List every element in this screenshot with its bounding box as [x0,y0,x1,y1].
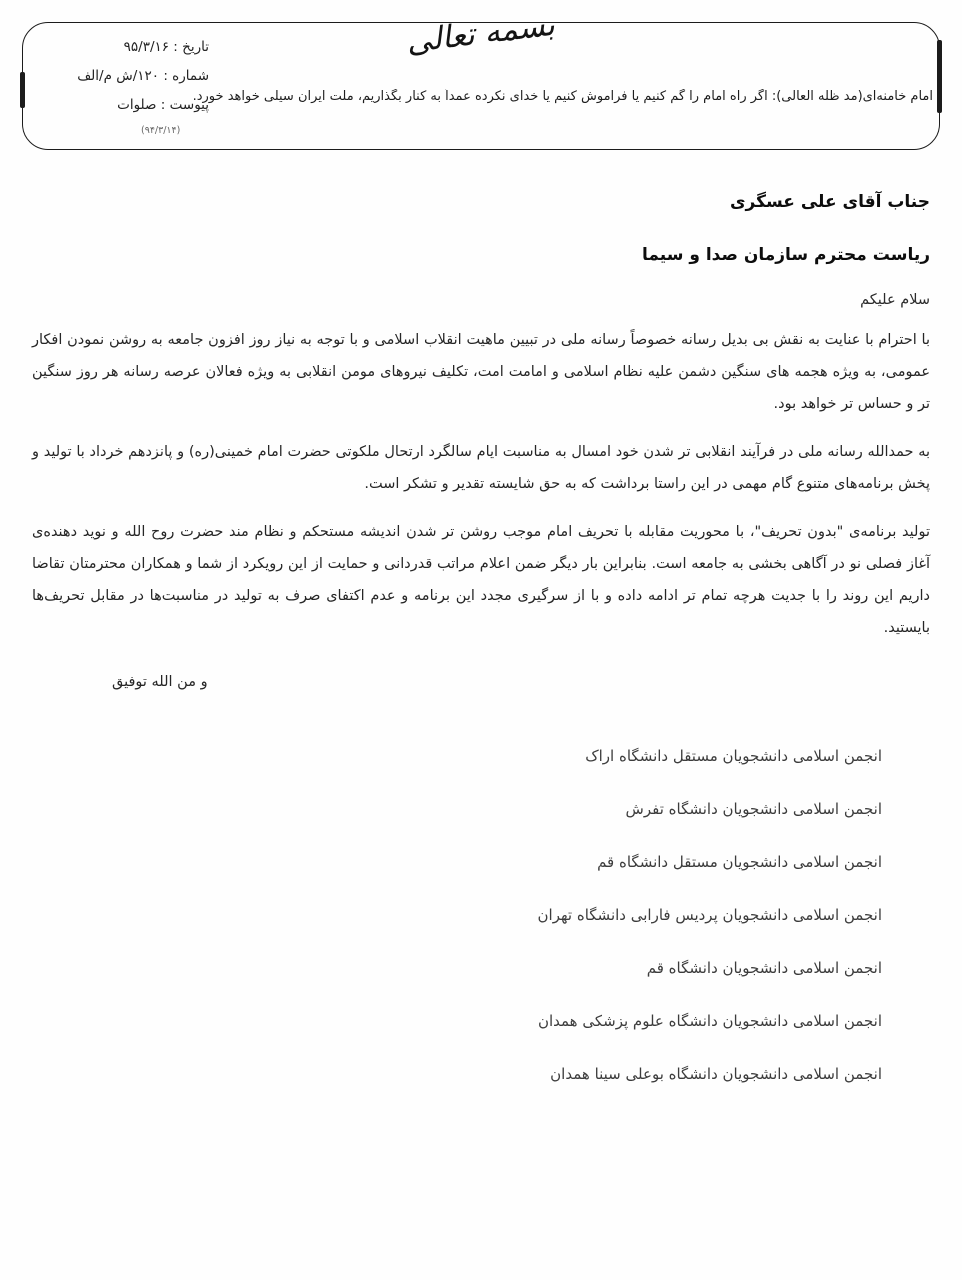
letterhead-frame [22,6,940,150]
salutation: سلام علیکم [860,292,930,308]
signatory: انجمن اسلامی دانشجویان دانشگاه بوعلی سینا همدان [550,1065,882,1083]
besmellah-calligraphy: بسمه تعالی [404,6,557,61]
recipient-name: جناب آقای علی عسگری [729,192,930,212]
signatory: انجمن اسلامی دانشجویان مستقل دانشگاه اراک [585,747,882,765]
signatory: انجمن اسلامی دانشجویان پردیس فارابی دانشگاه تهران [537,906,882,924]
attachment-field: پیوست : صلوات [117,97,209,113]
frame-accent-left [20,72,25,108]
paragraph-1: با احترام با عنایت به نقش بی بدیل رسانه خصوصاً رسانه ملی در تبیین ماهیت انقلاب اسلامی و با توجه به نیاز روز افزون جامعه به روشن نمودن افکار عمومی، به ویژه هجمه های سنگین دشمن علیه نظام اسلامی و امامت امت، تکلیف نیروهای مومن انقلابی به ویژه فعالان عرصه رسانه هر روز سنگین تر و حساس تر خواهد بود. [32,332,930,412]
paragraph-2: به حمدالله رسانه ملی در فرآیند انقلابی تر شدن خود امسال به مناسبت ایام سالگرد ارتحال ملکوتی حضرت امام خمینی(ره) و پانزدهم خرداد با تولید و پخش برنامه‌های متنوع گام مهمی در این راستا برداشت که به حق شایسته تقدیر و تشکر است. [32,444,930,492]
signatory: انجمن اسلامی دانشجویان دانشگاه تفرش [625,800,882,818]
letter-body [0,160,962,1117]
frame-accent-right [937,40,942,113]
number-field: شماره : ۱۲۰/ش م/الف [77,68,209,84]
signatory: انجمن اسلامی دانشجویان دانشگاه علوم پزشکی همدان [537,1012,882,1030]
imam-quote: امام خامنه‌ای(مد ظله العالی): اگر راه امام را گم کنیم یا فراموش کنیم یا خدای نکرده عمداً به کنار بگذاریم، ملّت ایران سیلی خواهد خورد. [192,89,933,104]
date-field: تاریخ : ۹۵/۳/۱۶ [123,39,209,55]
closing-phrase: و من الله توفیق [112,674,208,690]
signatories-list [32,746,930,1085]
paragraph-3: تولید برنامه‌ی "بدون تحریف"، با محوریت مقابله با تحریف امام موجب روشن تر شدن اندیشه مستحکم و نظام مند حضرت روح الله و نوید دهنده‌ی آغاز فصلی نو در آگاهی بخشی به جامعه است. بنابراین بار دیگر ضمن اعلام مراتب قدردانی و حمایت از این رویکرد از شما و همکاران محترمتان تقاضا داریم این روند را با جدیت هرچه تمام تر ادامه داده و با از سرگیری مجدد این برنامه و عدم اکتفای صرف به تولید در مناسبت‌ها در مقابل تحریف‌ها بایستید. [32,524,930,636]
signatory: انجمن اسلامی دانشجویان دانشگاه قم [646,959,882,977]
letterhead-fields [39,33,209,120]
signatory: انجمن اسلامی دانشجویان مستقل دانشگاه قم [597,853,882,871]
recipient-title: ریاست محترم سازمان صدا و سیما [642,245,930,265]
imam-quote-date: (۹۴/۳/۱۴) [141,125,181,136]
